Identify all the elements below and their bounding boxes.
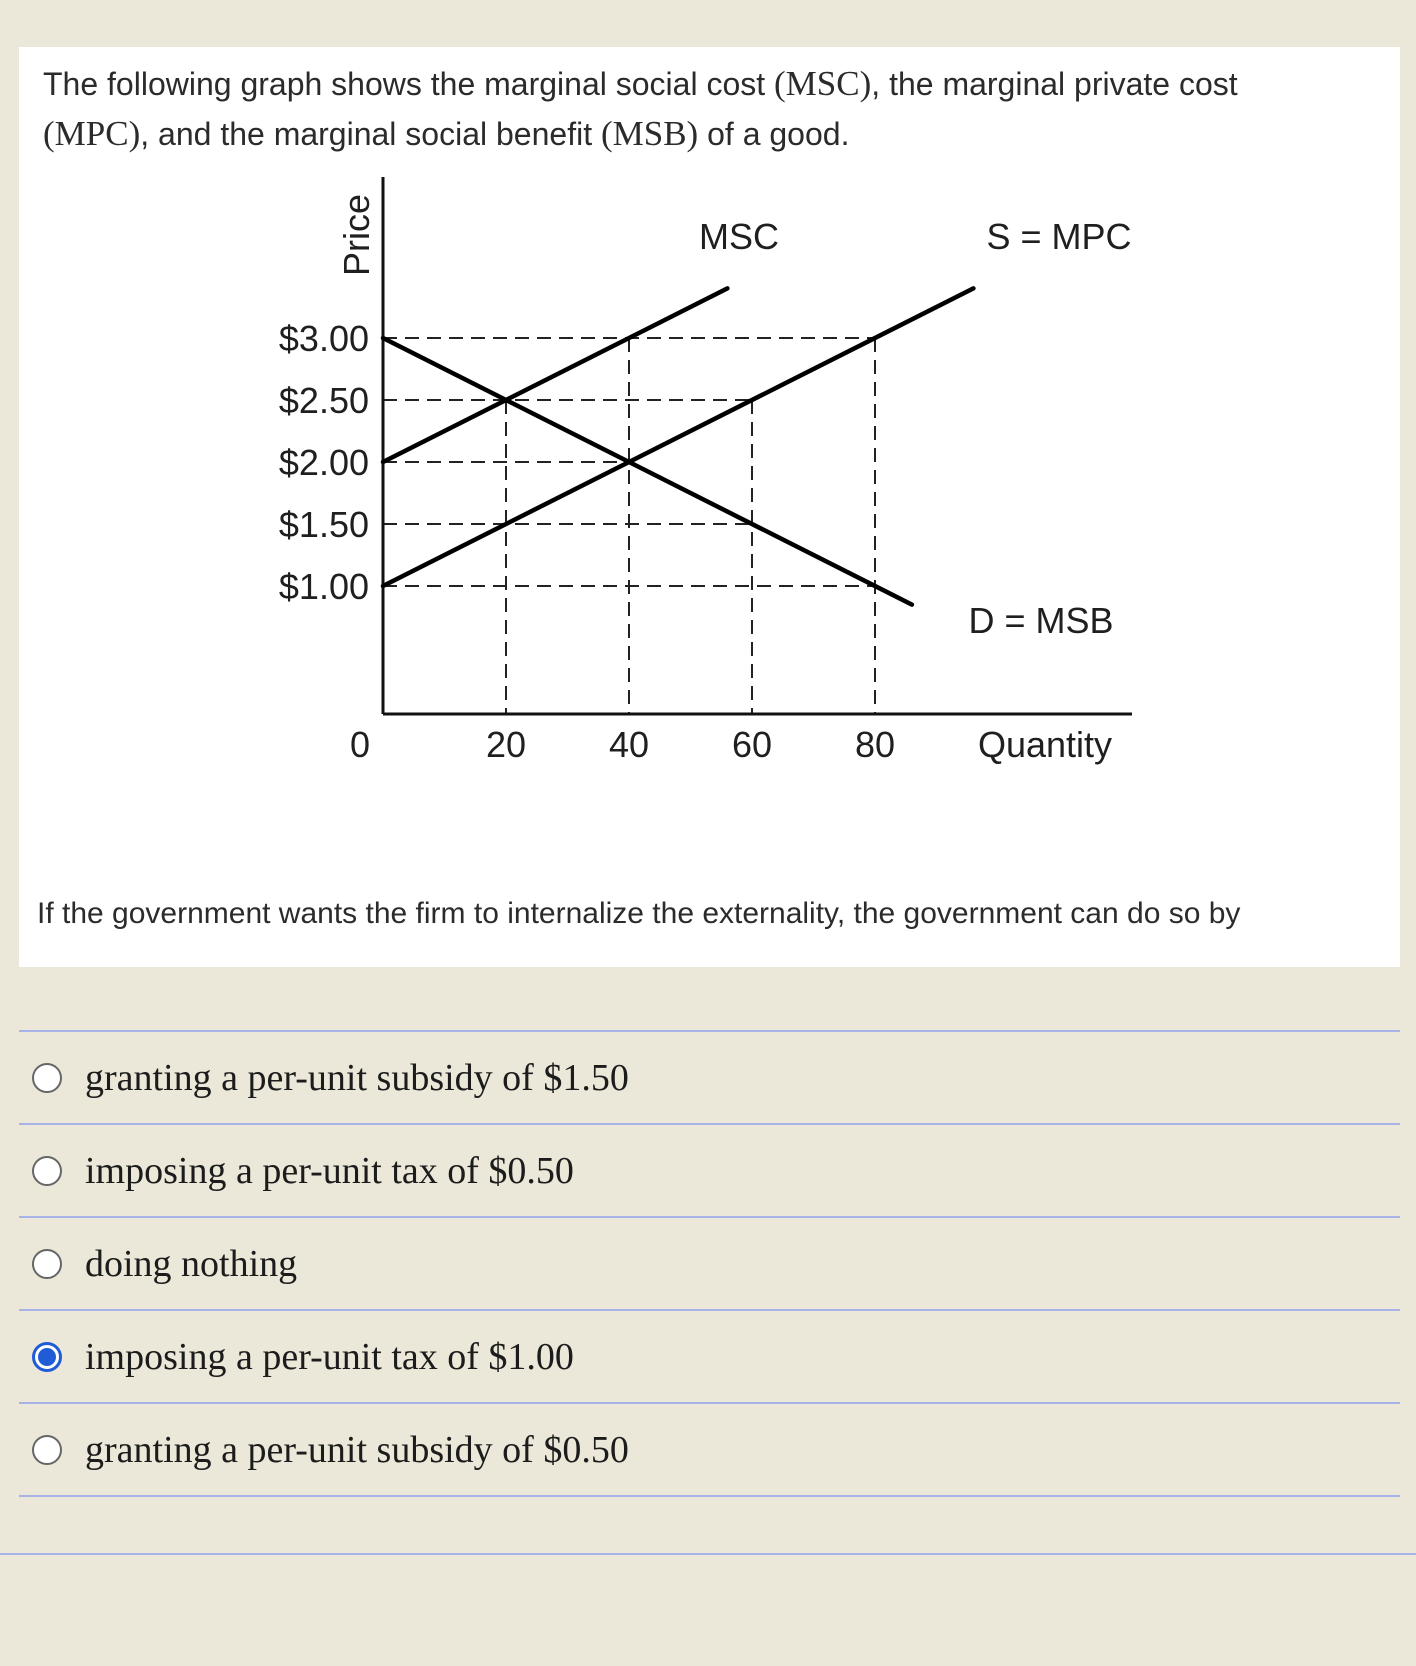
- y-tick-label: $1.00: [278, 566, 369, 607]
- demand-msb-label: D = MSB: [968, 600, 1114, 641]
- intro-text: , the marginal private cost: [871, 66, 1238, 102]
- msb-math: (MSB): [600, 114, 699, 153]
- answer-option-label: imposing a per-unit tax of $1.00: [85, 1335, 574, 1378]
- intro-text: , and the marginal social benefit: [140, 116, 601, 152]
- y-tick-label: $2.50: [278, 380, 369, 421]
- intro-text: The following graph shows the marginal social cost: [43, 66, 775, 102]
- y-tick-label: $2.00: [278, 442, 369, 483]
- answer-option[interactable]: [19, 1218, 1400, 1309]
- x-tick-label: 20: [485, 724, 527, 765]
- radio-dot-icon: [38, 1348, 56, 1366]
- option-divider: [19, 1495, 1400, 1497]
- x-tick-label: 0: [349, 724, 371, 765]
- x-axis-title: Quantity: [977, 724, 1113, 765]
- curve-s-mpc: [383, 288, 973, 586]
- question-card: [19, 47, 1400, 967]
- y-axis-title: Price: [336, 193, 377, 277]
- intro-text: of a good.: [698, 116, 850, 152]
- msc-label: MSC: [699, 216, 779, 257]
- answer-option[interactable]: [19, 1311, 1400, 1402]
- answer-option-label: imposing a per-unit tax of $0.50: [85, 1149, 574, 1192]
- answer-option-label: granting a per-unit subsidy of $1.50: [85, 1056, 629, 1099]
- x-tick-label: 60: [731, 724, 773, 765]
- radio-icon[interactable]: [32, 1435, 62, 1465]
- question-prompt: If the government wants the firm to internalize the externality, the government can do so by: [37, 897, 1241, 930]
- bottom-divider: [0, 1553, 1416, 1555]
- mpc-math: (MPC): [43, 114, 141, 153]
- supply-mpc-label: S = MPC: [986, 216, 1132, 257]
- answer-option[interactable]: [19, 1032, 1400, 1123]
- answer-option[interactable]: [19, 1404, 1400, 1495]
- externality-graph: [19, 47, 1400, 847]
- answer-option[interactable]: [19, 1125, 1400, 1216]
- msc-math: (MSC): [774, 64, 872, 103]
- x-tick-label: 80: [854, 724, 896, 765]
- radio-icon[interactable]: [32, 1063, 62, 1093]
- answer-option-label: doing nothing: [85, 1242, 298, 1285]
- curve-d-msb: [383, 338, 912, 605]
- answer-options: [19, 1030, 1400, 1497]
- radio-icon[interactable]: [32, 1249, 62, 1279]
- radio-icon[interactable]: [32, 1156, 62, 1186]
- radio-selected-icon[interactable]: [32, 1342, 62, 1372]
- y-tick-label: $1.50: [278, 504, 369, 545]
- y-tick-label: $3.00: [278, 318, 369, 359]
- answer-option-label: granting a per-unit subsidy of $0.50: [85, 1428, 629, 1471]
- x-tick-label: 40: [608, 724, 650, 765]
